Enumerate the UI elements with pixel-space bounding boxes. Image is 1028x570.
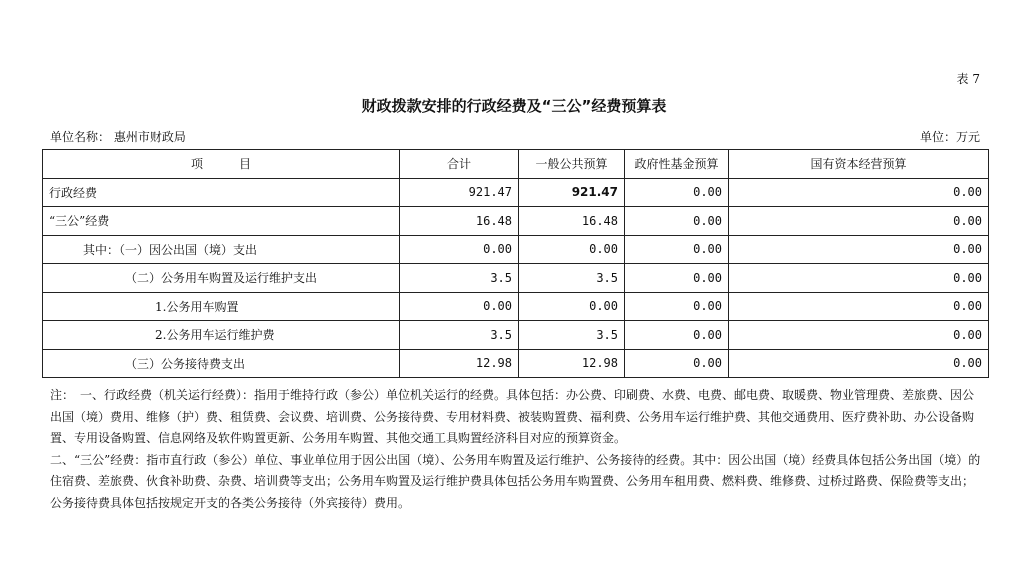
row-item: （二）公务用车购置及运行维护支出 (43, 264, 400, 293)
row-total: 3.5 (400, 321, 519, 350)
row-total: 921.47 (400, 178, 519, 207)
row-total: 0.00 (400, 235, 519, 264)
row-general: 3.5 (519, 264, 625, 293)
header-total: 合计 (400, 150, 519, 179)
row-general: 0.00 (519, 235, 625, 264)
note-administrative-expenses: 注： 一、行政经费（机关运行经费）：指用于维持行政（参公）单位机关运行的经费。具体包括：办公费、印刷费、水费、电费、邮电费、取暖费、物业管理费、差旅费、因公出国（境）费用、维修（护）费、租赁费、会议费、培训费、公务接待费、专用材料费、被装购置费、福利费、公务用车运行维护费、其他交通费用、医疗费补助、办公设备购置、专用设备购置、信息网络及软件购置更新、公务用车购置、其他交通工具购置经济科目对应的预算资金。 (50, 388, 975, 445)
row-general: 3.5 (519, 321, 625, 350)
row-total: 12.98 (400, 349, 519, 378)
unit-measure: 单位：万元 (919, 130, 980, 144)
table-header-row (43, 150, 989, 179)
table-row (43, 235, 989, 264)
page-title: 财政拨款安排的行政经费及“三公”经费预算表 (361, 97, 667, 115)
row-fund: 0.00 (625, 321, 729, 350)
row-state: 0.00 (729, 349, 989, 378)
row-state: 0.00 (729, 178, 989, 207)
footnotes (50, 385, 985, 514)
row-state: 0.00 (729, 321, 989, 350)
row-general: 16.48 (519, 207, 625, 236)
table-row (43, 321, 989, 350)
row-state: 0.00 (729, 235, 989, 264)
row-general: 0.00 (519, 292, 625, 321)
row-total: 3.5 (400, 264, 519, 293)
row-state: 0.00 (729, 207, 989, 236)
note-three-public-expenses: 二、“三公”经费：指市直行政（参公）单位、事业单位用于因公出国（境）、公务用车购置及运行维护、公务接待的经费。其中：因公出国（境）经费具体包括公务出国（境）的住宿费、差旅费、伙食补助费、杂费、培训费等支出；公务用车购置及运行维护费具体包括公务用车购置费、公务用车租用费、燃料费、维修费、过桥过路费、保险费等支出；公务接待费具体包括按规定开支的各类公务接待（外宾接待）费用。 (50, 452, 981, 510)
table-row (43, 207, 989, 236)
row-fund: 0.00 (625, 207, 729, 236)
row-state: 0.00 (729, 292, 989, 321)
table-row (43, 292, 989, 321)
row-item: （三）公务接待费支出 (43, 349, 400, 378)
budget-table (42, 149, 989, 378)
row-fund: 0.00 (625, 235, 729, 264)
row-item: 2.公务用车运行维护费 (43, 321, 400, 350)
row-item: 1.公务用车购置 (43, 292, 400, 321)
table-row (43, 349, 989, 378)
row-state: 0.00 (729, 264, 989, 293)
table-row (43, 178, 989, 207)
header-general-budget: 一般公共预算 (519, 150, 625, 179)
row-general: 921.47 (519, 178, 625, 207)
row-total: 16.48 (400, 207, 519, 236)
unit-name: 单位名称： 惠州市财政局 (50, 130, 186, 144)
row-item: 行政经费 (43, 178, 400, 207)
row-fund: 0.00 (625, 349, 729, 378)
table-number: 表 7 (956, 72, 980, 86)
row-total: 0.00 (400, 292, 519, 321)
row-fund: 0.00 (625, 178, 729, 207)
row-fund: 0.00 (625, 292, 729, 321)
row-item: 其中：（一）因公出国（境）支出 (43, 235, 400, 264)
row-item: “三公”经费 (43, 207, 400, 236)
header-fund-budget: 政府性基金预算 (625, 150, 729, 179)
row-general: 12.98 (519, 349, 625, 378)
row-fund: 0.00 (625, 264, 729, 293)
table-row (43, 264, 989, 293)
header-item: 项 目 (43, 150, 400, 179)
header-state-capital-budget: 国有资本经营预算 (729, 150, 989, 179)
